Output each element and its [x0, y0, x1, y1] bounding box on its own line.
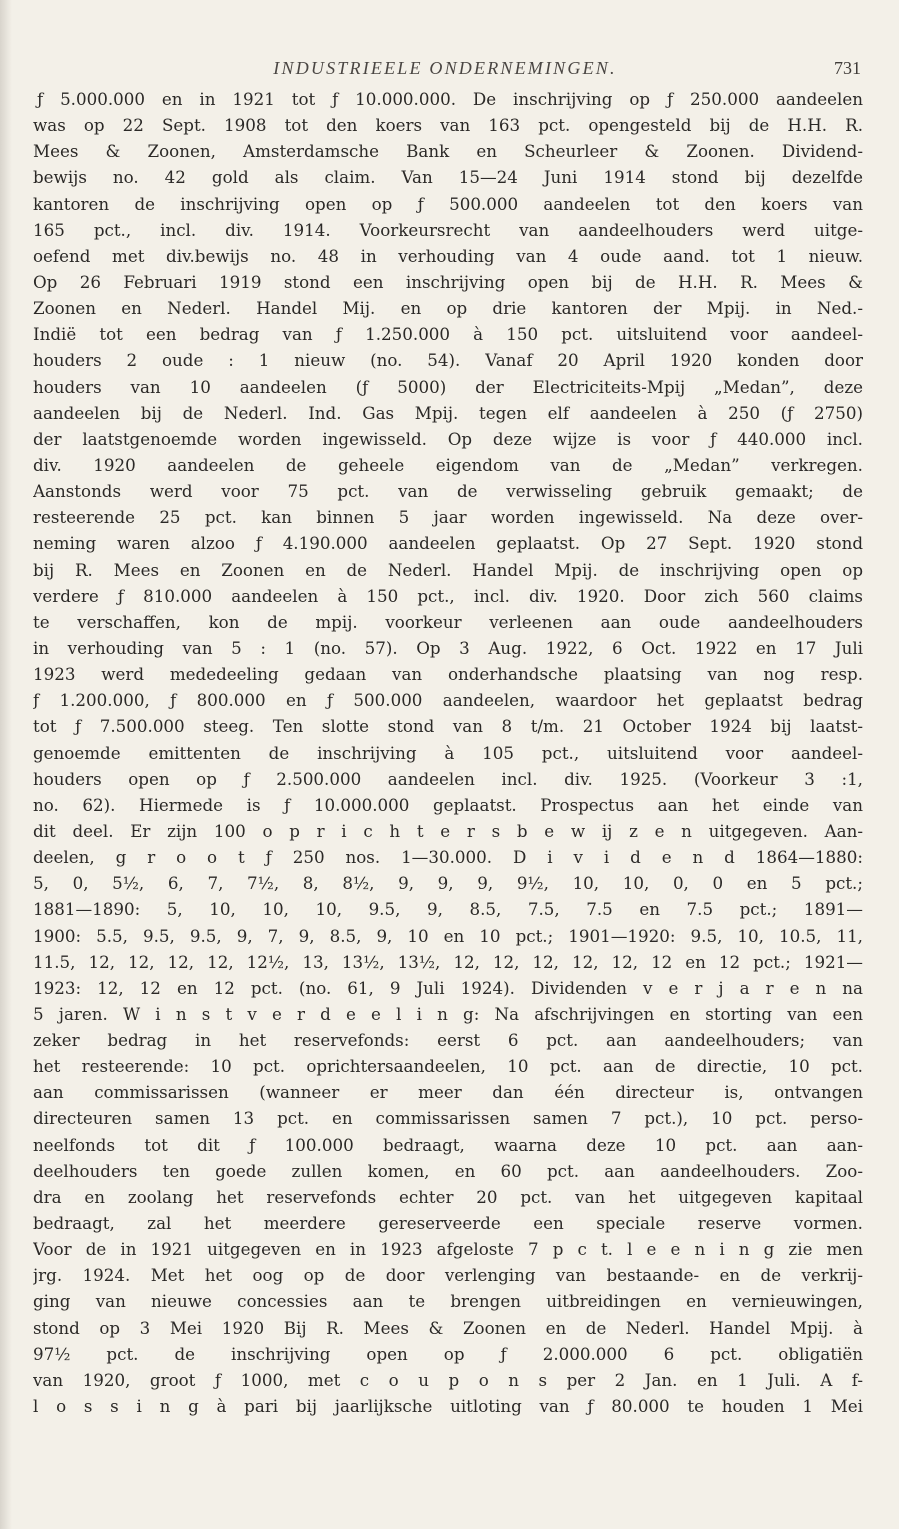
text-line: div. 1920 aandeelen de geheele eigendom van de „Medan” verkregen. — [33, 454, 863, 475]
text-line: l o s s i n g à pari bij jaarlijksche uitloting van ƒ 80.000 te houden 1 Mei — [33, 1396, 863, 1417]
text-line: bedraagt, zal het meerdere gereserveerde een speciale reserve vormen. — [33, 1213, 863, 1234]
text-line: 1923 werd mededeeling gedaan van onderhandsche plaatsing van nog resp. — [33, 664, 863, 685]
text-line: houders open op ƒ 2.500.000 aandeelen incl. div. 1925. (Voorkeur 3 :1, — [33, 768, 863, 789]
text-line: deelen, g r o o t ƒ 250 nos. 1—30.000. D i v i d e n d 1864—1880: — [33, 847, 863, 868]
text-line: 165 pct., incl. div. 1914. Voorkeursrecht van aandeelhouders werd uitge- — [33, 219, 863, 240]
text-line: no. 62). Hiermede is ƒ 10.000.000 geplaatst. Prospectus aan het einde van — [33, 794, 863, 815]
text-line: Aanstonds werd voor 75 pct. van de verwisseling gebruik gemaakt; de — [33, 481, 863, 502]
text-line: 1923: 12, 12 en 12 pct. (no. 61, 9 Juli 1924). Dividenden v e r j a r e n na — [33, 977, 863, 998]
text-line: oefend met div.bewijs no. 48 in verhouding van 4 oude aand. tot 1 nieuw. — [33, 245, 863, 266]
text-line: dra en zoolang het reservefonds echter 20 pct. van het uitgegeven kapitaal — [33, 1186, 863, 1207]
text-line: kantoren de inschrijving open op ƒ 500.000 aandeelen tot den koers van — [33, 193, 863, 214]
scan-shadow — [0, 0, 12, 1529]
text-line: aandeelen bij de Nederl. Ind. Gas Mpij. tegen elf aandeelen à 250 (ƒ 2750) — [33, 402, 863, 423]
text-line: het resteerende: 10 pct. oprichtersaandeelen, 10 pct. aan de directie, 10 pct. — [33, 1056, 863, 1077]
text-line: Indië tot een bedrag van ƒ 1.250.000 à 150 pct. uitsluitend voor aandeel- — [33, 324, 863, 345]
text-line: tot ƒ 7.500.000 steeg. Ten slotte stond van 8 t/m. 21 October 1924 bij laatst- — [33, 716, 863, 737]
text-line: der laatstgenoemde worden ingewisseld. Op deze wijze is voor ƒ 440.000 incl. — [33, 428, 863, 449]
text-line: Zoonen en Nederl. Handel Mij. en op drie kantoren der Mpij. in Ned.- — [33, 298, 863, 319]
text-line: Voor de in 1921 uitgegeven en in 1923 afgeloste 7 p c t. l e e n i n g zie men — [33, 1239, 863, 1260]
text-line: Op 26 Februari 1919 stond een inschrijving open bij de H.H. R. Mees & — [33, 271, 863, 292]
text-line: ging van nieuwe concessies aan te brengen uitbreidingen en vernieuwingen, — [33, 1291, 863, 1312]
text-line: bij R. Mees en Zoonen en de Nederl. Handel Mpij. de inschrijving open op — [33, 559, 863, 580]
text-line: 1881—1890: 5, 10, 10, 10, 9.5, 9, 8.5, 7.5, 7.5 en 7.5 pct.; 1891— — [33, 899, 863, 920]
text-line: te verschaffen, kon de mpij. voorkeur verleenen aan oude aandeelhouders — [33, 611, 863, 632]
text-line: 97½ pct. de inschrijving open op ƒ 2.000.000 6 pct. obligatiën — [33, 1343, 863, 1364]
text-line: houders 2 oude : 1 nieuw (no. 54). Vanaf 20 April 1920 konden door — [33, 350, 863, 371]
text-line: neming waren alzoo ƒ 4.190.000 aandeelen geplaatst. Op 27 Sept. 1920 stond — [33, 533, 863, 554]
text-line: ƒ 5.000.000 en in 1921 tot ƒ 10.000.000. De inschrijving op ƒ 250.000 aandeelen — [37, 89, 863, 109]
running-title: INDUSTRIEELE ONDERNEMINGEN. — [273, 58, 617, 78]
text-line: neelfonds tot dit ƒ 100.000 bedraagt, waarna deze 10 pct. aan aan- — [33, 1134, 863, 1155]
text-line: was op 22 Sept. 1908 tot den koers van 163 pct. opengesteld bij de H.H. R. — [33, 115, 863, 136]
text-line: bewijs no. 42 gold als claim. Van 15—24 Juni 1914 stond bij dezelfde — [33, 167, 863, 188]
text-line: 1900: 5.5, 9.5, 9.5, 9, 7, 9, 8.5, 9, 10 en 10 pct.; 1901—1920: 9.5, 10, 10.5, 11, — [33, 925, 863, 946]
text-line: directeuren samen 13 pct. en commissarissen samen 7 pct.), 10 pct. perso- — [33, 1108, 863, 1129]
text-line: verdere ƒ 810.000 aandeelen à 150 pct., incl. div. 1920. Door zich 560 claims — [33, 585, 863, 606]
body-text — [33, 86, 863, 1419]
text-line: resteerende 25 pct. kan binnen 5 jaar worden ingewisseld. Na deze over- — [33, 507, 863, 528]
text-line: 5, 0, 5½, 6, 7, 7½, 8, 8½, 9, 9, 9, 9½, 10, 10, 0, 0 en 5 pct.; — [33, 873, 863, 894]
text-line: zeker bedrag in het reservefonds: eerst 6 pct. aan aandeelhouders; van — [33, 1030, 863, 1051]
text-line: Mees & Zoonen, Amsterdamsche Bank en Scheurleer & Zoonen. Dividend- — [33, 141, 863, 162]
text-line: 5 jaren. W i n s t v e r d e e l i n g: Na afschrijvingen en storting van een — [33, 1003, 863, 1024]
text-line: jrg. 1924. Met het oog op de door verlenging van bestaande- en de verkrij- — [33, 1265, 863, 1286]
page-header — [0, 58, 899, 88]
text-line: van 1920, groot ƒ 1000, met c o u p o n s per 2 Jan. en 1 Juli. A f- — [33, 1369, 863, 1390]
text-line: houders van 10 aandeelen (ƒ 5000) der Electriciteits-Mpij „Medan”, deze — [33, 376, 863, 397]
text-line: stond op 3 Mei 1920 Bij R. Mees & Zoonen en de Nederl. Handel Mpij. à — [33, 1317, 863, 1338]
text-line: dit deel. Er zijn 100 o p r i c h t e r s b e w ij z e n uitgegeven. Aan- — [33, 820, 863, 841]
text-line: 11.5, 12, 12, 12, 12, 12½, 13, 13½, 13½, 12, 12, 12, 12, 12, 12 en 12 pct.; 1921— — [33, 951, 863, 972]
text-line: genoemde emittenten de inschrijving à 105 pct., uitsluitend voor aandeel- — [33, 742, 863, 763]
page-number: 731 — [834, 58, 861, 78]
text-line: ƒ 1.200.000, ƒ 800.000 en ƒ 500.000 aandeelen, waardoor het geplaatst bedrag — [33, 690, 863, 711]
text-line: aan commissarissen (wanneer er meer dan één directeur is, ontvangen — [33, 1082, 863, 1103]
text-line: in verhouding van 5 : 1 (no. 57). Op 3 Aug. 1922, 6 Oct. 1922 en 17 Juli — [33, 637, 863, 658]
text-line: deelhouders ten goede zullen komen, en 60 pct. aan aandeelhouders. Zoo- — [33, 1160, 863, 1181]
